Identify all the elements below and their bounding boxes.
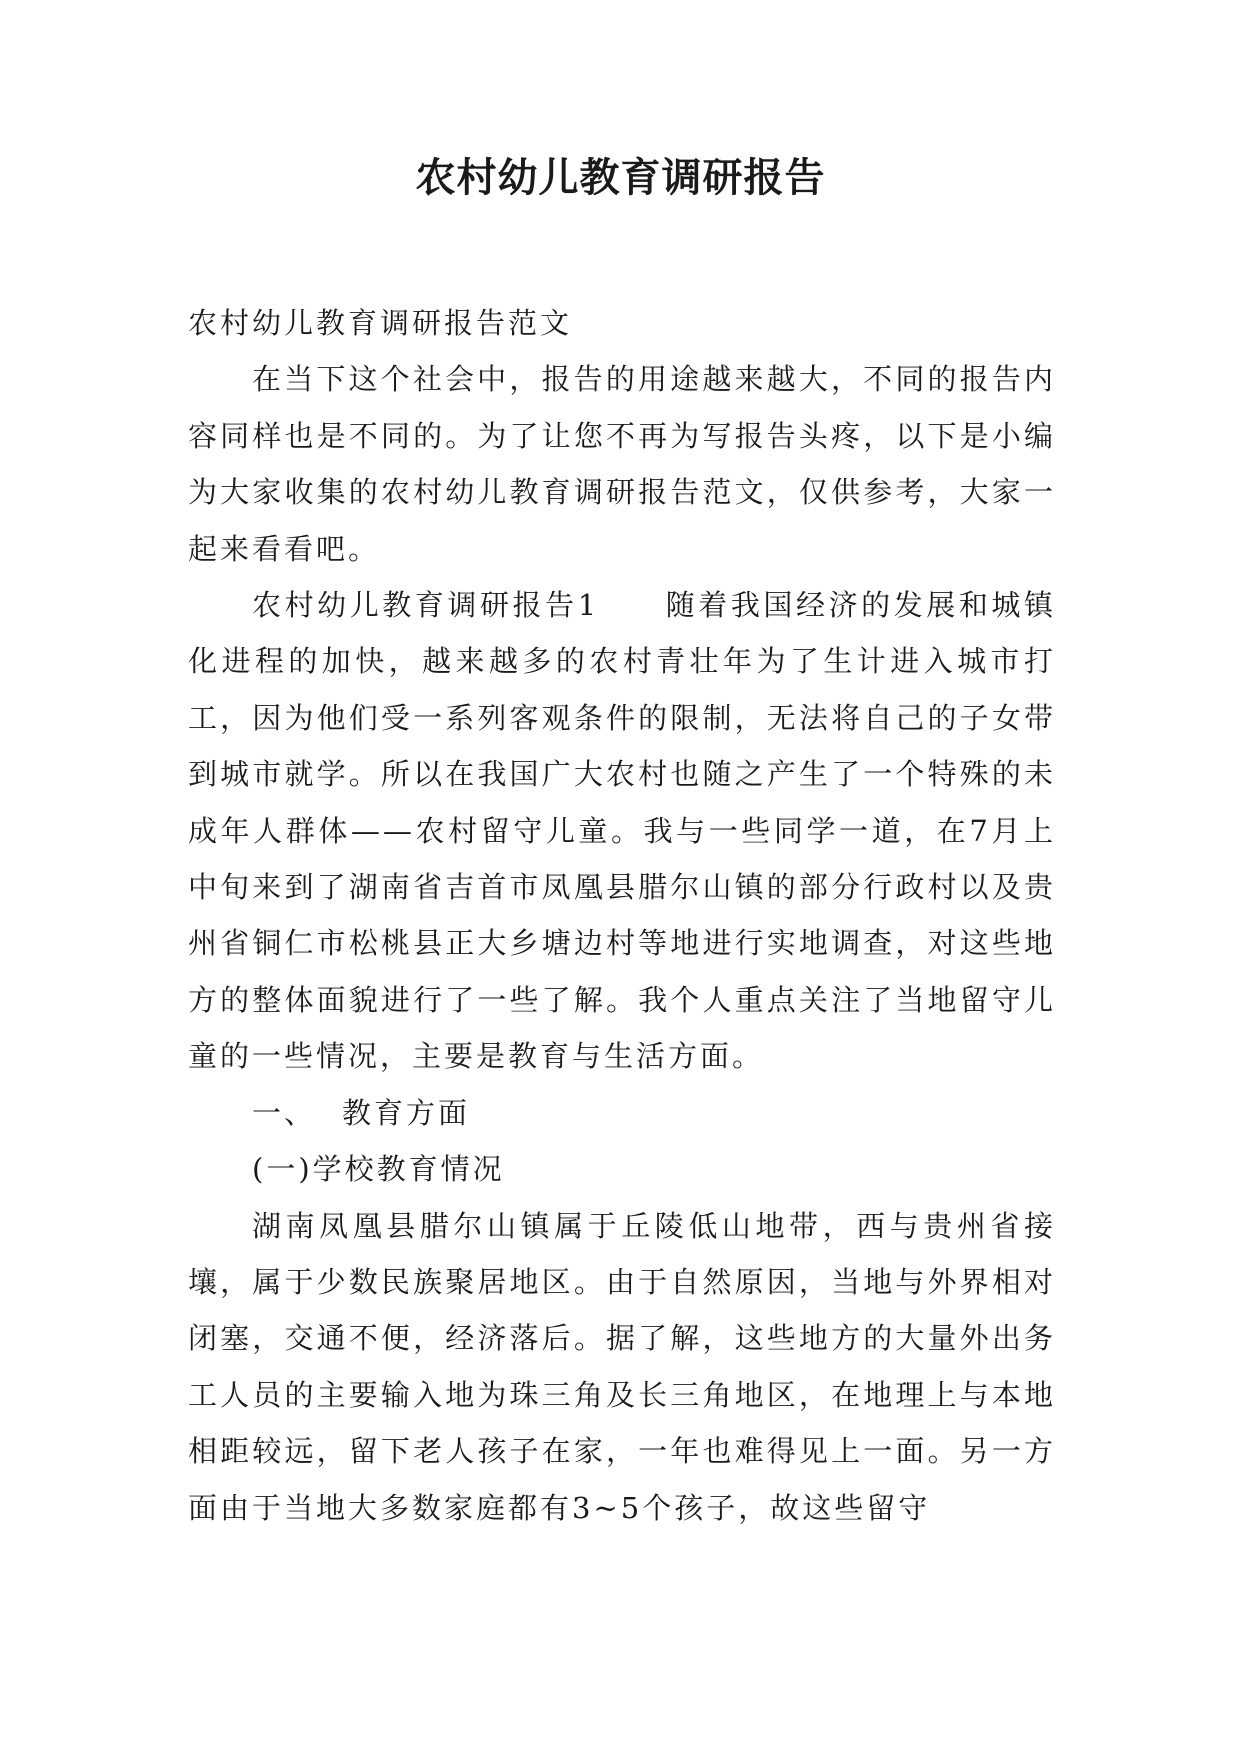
intro-paragraph: 在当下这个社会中，报告的用途越来越大，不同的报告内容同样也是不同的。为了让您不再为写报告头疼，以下是小编为大家收集的农村幼儿教育调研报告范文，仅供参考，大家一起来看看吧。 [188, 362, 1056, 566]
section-1-heading [188, 1085, 1056, 1141]
section-1-number: 一、 [252, 1095, 317, 1130]
section-1-title: 教育方面 [342, 1095, 471, 1130]
report-1-paragraph [188, 577, 1056, 1085]
report-1-text: 随着我国经济的发展和城镇化进程的加快，越来越多的农村青壮年为了生计进入城市打工，因为他们受一系列客观条件的限制，无法将自己的子女带到城市就学。所以在我国广大农村也随之产生了一个特殊的未成年人群体——农村留守儿童。我与一些同学一道，在7月上中旬来到了湖南省吉首市凤凰县腊尔山镇的部分行政村以及贵州省铜仁市松桃县正大乡塘边村等地进行实地调查，对这些地方的整体面貌进行了一些了解。我个人重点关注了当地留守儿童的一些情况，主要是教育与生活方面。 [188, 588, 1056, 1074]
body-paragraph-3: 湖南凤凰县腊尔山镇属于丘陵低山地带，西与贵州省接壤，属于少数民族聚居地区。由于自然原因，当地与外界相对闭塞，交通不便，经济落后。据了解，这些地方的大量外出务工人员的主要输入地为珠三角及长三角地区，在地理上与本地相距较远，留下老人孩子在家，一年也难得见上一面。另一方面由于当地大多数家庭都有3~5个孩子，故这些留守 [188, 1208, 1056, 1525]
document-subtitle: 农村幼儿教育调研报告范文 [188, 306, 573, 340]
report-1-heading: 农村幼儿教育调研报告1 [252, 588, 600, 623]
document-body [188, 295, 1056, 1536]
subsection-1-heading: (一)学校教育情况 [252, 1152, 505, 1187]
document-title: 农村幼儿教育调研报告 [415, 154, 826, 201]
